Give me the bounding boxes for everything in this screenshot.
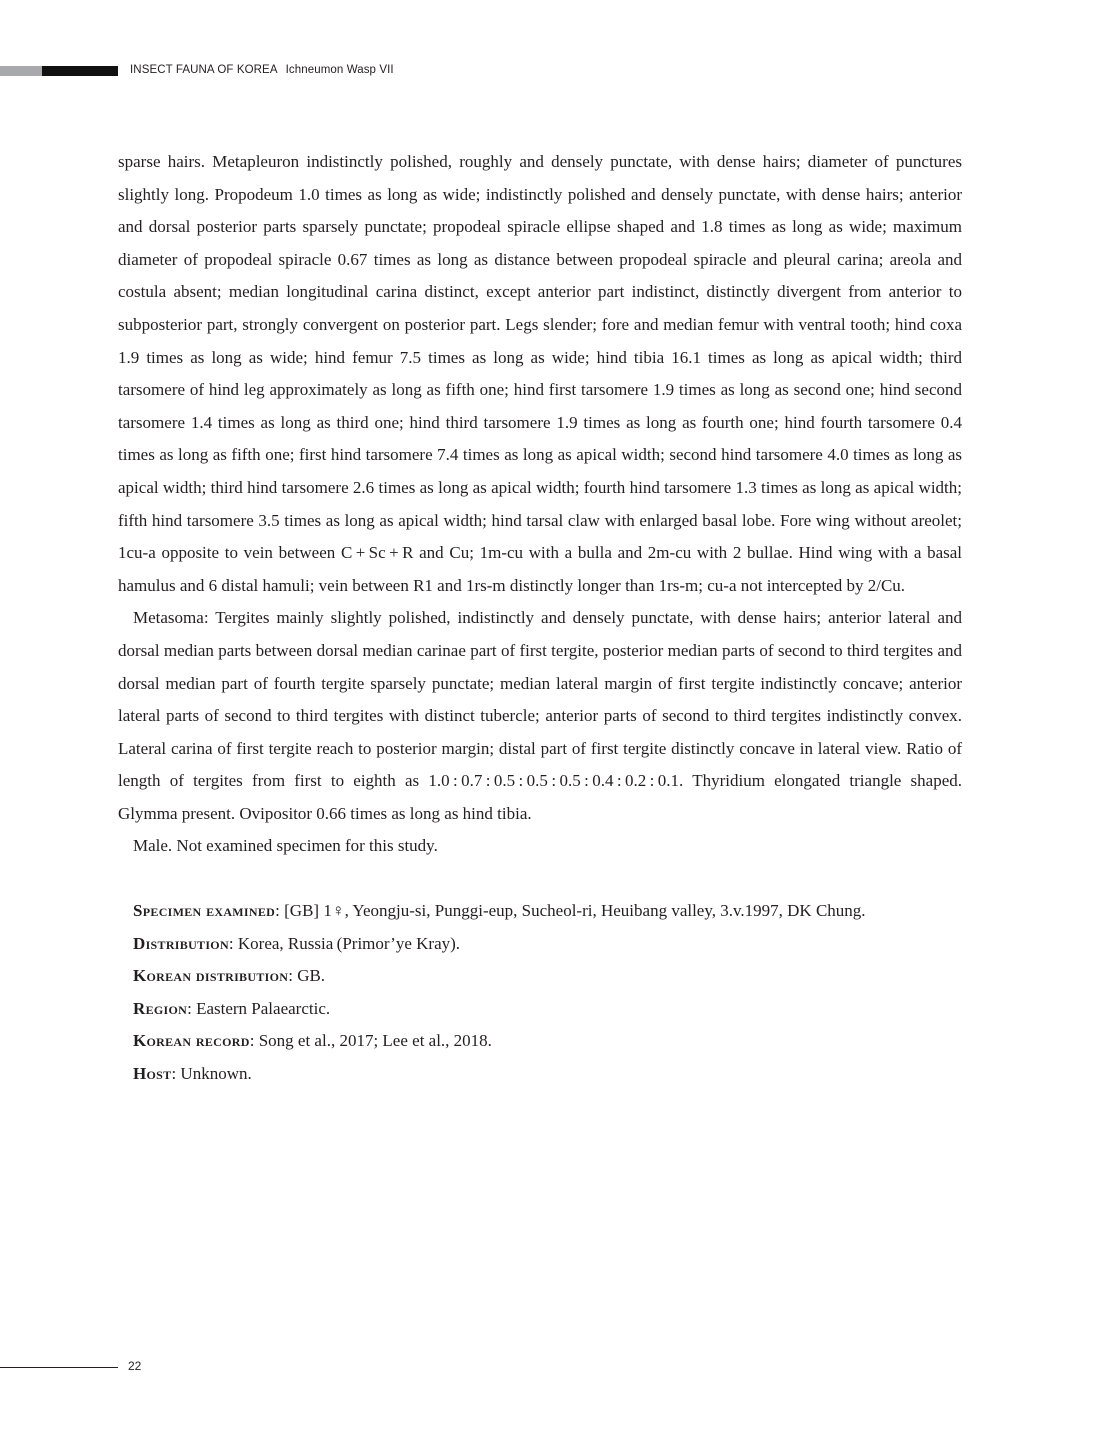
korean-record: Korean record: Song et al., 2017; Lee et al., 2018. xyxy=(133,1031,492,1051)
korean-record-label: Korean record xyxy=(133,1031,250,1051)
volume-title: Ichneumon Wasp VII xyxy=(285,64,394,76)
specimen-examined-value: [GB] 1♀, Yeongju-si, Punggi-eup, Sucheol-ri, Heuibang valley, 3.v.1997, DK Chung. xyxy=(284,901,866,921)
korean-distribution-value: GB. xyxy=(297,966,326,986)
running-head-text xyxy=(130,64,394,76)
region: Region: Eastern Palaearctic. xyxy=(133,998,331,1018)
header-bar-gray xyxy=(0,66,42,76)
running-header xyxy=(0,66,1100,78)
region-value: Eastern Palaearctic. xyxy=(196,998,331,1018)
page-number: 22 xyxy=(128,1359,142,1373)
region-label: Region xyxy=(133,998,188,1018)
distribution-label: Distribution xyxy=(133,933,229,953)
host-value: Unknown. xyxy=(180,1064,252,1084)
specimen-examined-label: Specimen examined xyxy=(133,901,276,921)
section-gap xyxy=(118,863,962,895)
header-bar-black xyxy=(42,66,118,76)
paragraph-mesosoma: sparse hairs. Metapleuron indistinctly polished, roughly and densely punctate, with dense hairs; diameter of punctures slightly long. Propodeum 1.0 times as long as wide; indistinctly polished and densely punctate, with dense hairs; anterior and dorsal posterior parts sparsely punctate; propodeal spiracle ellipse shaped and 1.8 times as long as wide; maximum diameter of propodeal spiracle 0.67 times as long as distance between propodeal spiracle and pleural carina; areola and costula absent; median longitudinal carina distinct, except anterior part indistinct, distinctly divergent from anterior to subposterior part, strongly convergent on posterior part. Legs slender; fore and median femur with ventral tooth; hind coxa 1.9 times as long as wide; hind femur 7.5 times as long as wide; hind tibia 16.1 times as long as apical width; third tarsomere of hind leg approximately as long as fifth one; hind first tarsomere 1.9 times as long as second one; hind second tarsomere 1.4 times as long as third one; hind third tarsomere 1.9 times as long as fourth one; hind fourth tarsomere 0.4 times as long as fifth one; first hind tarsomere 7.4 times as long as apical width; second hind tarsomere 4.0 times as long as apical width; third hind tarsomere 2.6 times as long as apical width; fourth hind tarsomere 1.3 times as long as apical width; fifth hind tarsomere 3.5 times as long as apical width; hind tarsal claw with enlarged basal lobe. Fore wing without areolet; 1cu-a opposite to vein between C + Sc + R and Cu; 1m-cu with a bulla and 2m-cu with 2 bullae. Hind wing with a basal hamulus and 6 distal hamuli; vein between R1 and 1rs-m distinctly longer than 1rs-m; cu-a not intercepted by 2/Cu. xyxy=(118,152,962,595)
korean-record-value: Song et al., 2017; Lee et al., 2018. xyxy=(258,1031,492,1051)
distribution: Distribution: Korea, Russia (Primor’ye Kray). xyxy=(133,933,461,953)
host-label: Host xyxy=(133,1064,172,1084)
series-title: INSECT FAUNA OF KOREA xyxy=(130,64,278,76)
korean-distribution-label: Korean distribution xyxy=(133,966,289,986)
korean-distribution: Korean distribution: GB. xyxy=(133,966,326,986)
paragraph-metasoma: Metasoma: Tergites mainly slightly polished, indistinctly and densely punctate, with dense hairs; anterior lateral and dorsal median parts between dorsal median carinae part of first tergite, posterior median parts of second to third tergites and dorsal median part of fourth tergite sparsely punctate; median lateral margin of first tergite indistinctly concave; anterior lateral parts of second to third tergites with distinct tubercle; anterior parts of second to third tergites indistinctly convex. Lateral carina of first tergite reach to posterior margin; distal part of first tergite distinctly concave in lateral view. Ratio of length of tergites from first to eighth as 1.0 : 0.7 : 0.5 : 0.5 : 0.5 : 0.4 : 0.2 : 0.1. Thyridium elongated triangle shaped. Glymma present. Ovipositor 0.66 times as long as hind tibia. xyxy=(118,608,962,823)
specimen-examined: Specimen examined: [GB] 1♀, Yeongju-si, Punggi-eup, Sucheol-ri, Heuibang valley, 3.v.1997, DK Chung. xyxy=(133,901,866,921)
body-text xyxy=(118,146,962,1091)
footer-rule xyxy=(0,1367,118,1368)
paragraph-male: Male. Not examined specimen for this study. xyxy=(133,836,438,856)
host: Host: Unknown. xyxy=(133,1064,252,1084)
distribution-value: Korea, Russia (Primor’ye Kray). xyxy=(237,933,461,953)
